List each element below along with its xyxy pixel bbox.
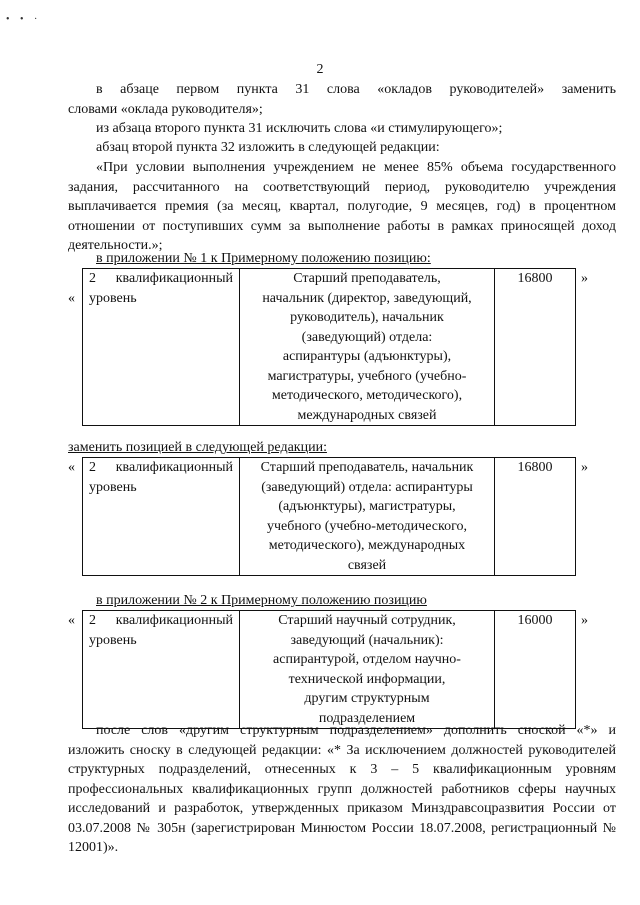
page-number: 2 — [316, 62, 324, 77]
position-title-cell: Старший преподаватель, начальник (заведующий) отдела: аспирантуры (адъюнктуры), магистратуры, учебного (учебно-методического, методического), международных связей — [240, 458, 495, 576]
qualification-level-cell: 2 квалификационный уровень — [83, 458, 240, 576]
position-table-3 — [82, 610, 576, 729]
position-title-cell: Старший научный сотрудник, заведующий (начальник): аспирантурой, отделом научно-технической информации, другим структурным подразделением — [240, 611, 495, 729]
paragraph-8: после слов «другим структурным подразделением» дополнить сноской «*» и изложить сноску в следующей редакции: «* За исключением должностей руководителей структурных подразделений, отнесенных к 3 – 5 квалификационным уровням профессиональных квалификационных групп должностей работников сферы научных исследований и разработок, утвержденных приказом Минздравсоцразвития России от 03.07.2008 № 305н (зарегистрирован Минюстом России 18.07.2008, регистрационный № 12001)». — [68, 723, 616, 855]
position-title-cell: Старший преподаватель, начальник (директор, заведующий, руководитель), начальник (заведующий) отдела: аспирантуры (адъюнктуры), магистратуры, учебного (учебно-методического, методического), международных связей — [240, 269, 495, 426]
paragraph-4: «При условии выполнения учреждением не менее 85% объема государственного задания, рассчитанного на соответствующий период, руководителю учреждения выплачивается премия (за месяц, квартал, полугодие, 9 месяцев, год) в процентном отношении от поступивших сумм за выполнение работы в рамках приносящей доход деятельности.»; — [68, 160, 616, 253]
paragraph-1-line-2: словами «оклада руководителя»; — [68, 101, 263, 117]
table-1-quote-close: » — [581, 271, 588, 286]
table-3-quote-open: « — [68, 613, 75, 628]
salary-cell: 16800 — [495, 458, 576, 576]
table-2-quote-open: « — [68, 460, 75, 475]
table-3-quote-close: » — [581, 613, 588, 628]
position-table-1 — [82, 268, 576, 426]
table-2-quote-close: » — [581, 460, 588, 475]
table-row — [83, 458, 576, 576]
paragraph-7: в приложении № 2 к Примерному положению позицию — [96, 593, 427, 608]
paragraph-3: абзац второй пункта 32 изложить в следующей редакции: — [96, 140, 440, 155]
paragraph-2: из абзаца второго пункта 31 исключить слова «и стимулирующего»; — [96, 121, 503, 136]
position-table-2 — [82, 457, 576, 576]
paragraph-6: заменить позицией в следующей редакции: — [68, 440, 327, 455]
qualification-level-cell: 2 квалификационный уровень — [83, 611, 240, 729]
qualification-level-cell: 2 квалификационный уровень — [83, 269, 240, 426]
salary-cell: 16800 — [495, 269, 576, 426]
paragraph-1 — [68, 80, 616, 119]
table-row — [83, 269, 576, 426]
salary-cell: 16000 — [495, 611, 576, 729]
paragraph-5: в приложении № 1 к Примерному положению позицию: — [96, 251, 431, 266]
corner-marks: • • · — [6, 14, 42, 25]
table-row — [83, 611, 576, 729]
paragraph-1-line-1: в абзаце первом пункта 31 слова «окладов руководителей» заменить — [96, 82, 616, 97]
table-1-quote-open: « — [68, 291, 75, 306]
